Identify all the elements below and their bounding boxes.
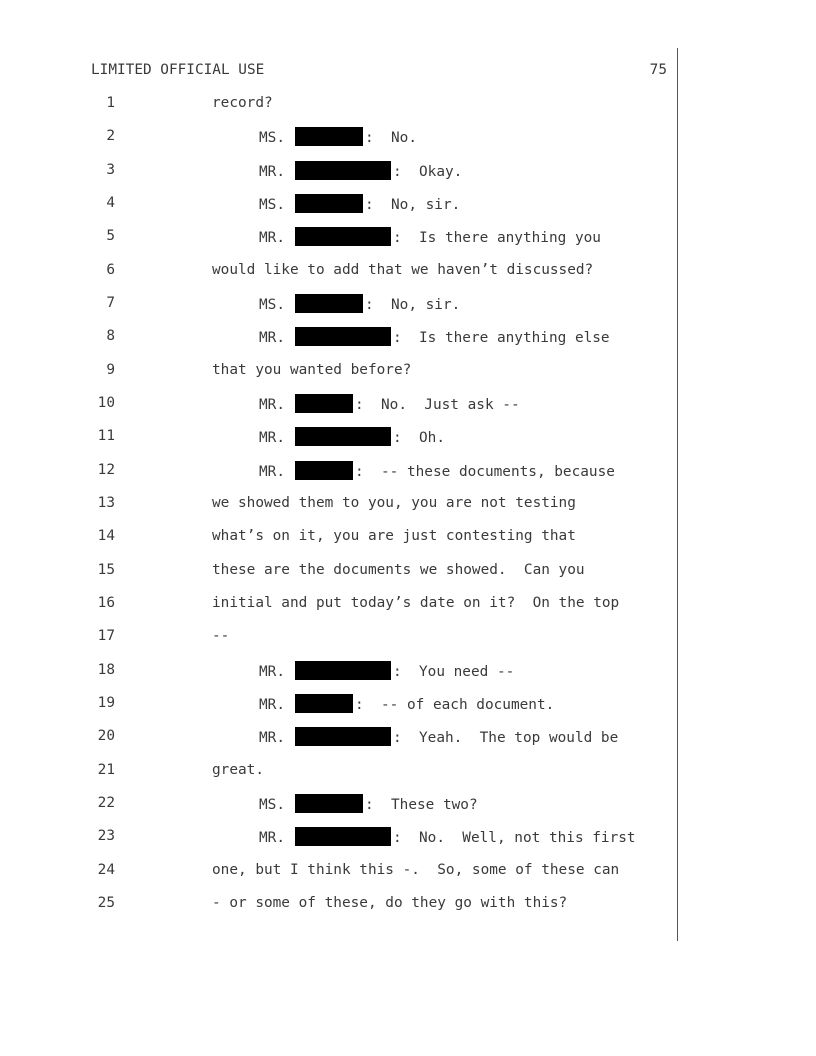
redaction-box (295, 327, 391, 346)
line-number: 17 (97, 628, 115, 645)
redaction-box (295, 727, 391, 746)
spoken-text: : Okay. (393, 163, 463, 180)
speaker-title: MR. (259, 830, 285, 847)
line-number: 18 (97, 661, 115, 678)
spoken-text: : Is there anything else (393, 330, 610, 347)
line-text (259, 694, 554, 714)
transcript-line (0, 661, 676, 679)
speaker-title: MS. (259, 130, 285, 147)
line-number: 2 (106, 128, 115, 145)
classification-header: LIMITED OFFICIAL USE (91, 62, 265, 78)
redaction-box (295, 427, 391, 446)
line-text (259, 661, 514, 681)
line-text (212, 361, 411, 379)
line-text (259, 294, 460, 314)
spoken-text: that you wanted before? (212, 361, 412, 378)
page-number: 75 (649, 62, 667, 78)
spoken-text: : No. Well, not this first (393, 830, 636, 847)
line-number: 4 (106, 195, 115, 212)
line-text (212, 261, 593, 279)
line-text (212, 761, 264, 779)
speaker-title: MR. (259, 163, 285, 180)
speaker-title: MR. (259, 397, 285, 414)
redaction-box (295, 794, 363, 813)
spoken-text: initial and put today’s date on it? On the top (212, 595, 620, 612)
transcript-line (0, 761, 676, 779)
transcript-line (0, 94, 676, 112)
right-margin-rule (677, 48, 678, 941)
transcript-line (0, 361, 676, 379)
speaker-title: MR. (259, 697, 285, 714)
transcript-line (0, 561, 676, 579)
line-number: 25 (97, 895, 115, 912)
speaker-title: MR. (259, 230, 285, 247)
line-text (259, 327, 610, 347)
spoken-text: great. (212, 761, 264, 778)
redaction-box (295, 161, 391, 180)
transcript-line (0, 727, 676, 745)
transcript-line (0, 427, 676, 445)
redaction-box (295, 461, 353, 480)
line-text (212, 94, 273, 112)
spoken-text: we showed them to you, you are not testing (212, 495, 576, 512)
speaker-title: MR. (259, 330, 285, 347)
line-number: 12 (97, 461, 115, 478)
redaction-box (295, 294, 363, 313)
speaker-title: MS. (259, 297, 285, 314)
transcript-line (0, 227, 676, 245)
line-number: 7 (106, 295, 115, 312)
line-text (259, 394, 520, 414)
line-text (259, 461, 615, 481)
line-text (212, 494, 576, 512)
transcript-line (0, 127, 676, 145)
spoken-text: would like to add that we haven’t discussed? (212, 261, 594, 278)
line-number: 15 (97, 561, 115, 578)
line-number: 23 (97, 828, 115, 845)
transcript-line (0, 527, 676, 545)
transcript-line (0, 627, 676, 645)
redaction-box (295, 194, 363, 213)
transcript-line (0, 827, 676, 845)
line-number: 9 (106, 361, 115, 378)
line-number: 3 (106, 161, 115, 178)
transcript-line (0, 494, 676, 512)
spoken-text: : You need -- (393, 663, 515, 680)
redaction-box (295, 127, 363, 146)
transcript-line (0, 194, 676, 212)
spoken-text: : No. Just ask -- (355, 397, 520, 414)
spoken-text: these are the documents we showed. Can you (212, 561, 585, 578)
line-text (259, 194, 460, 214)
line-number: 24 (97, 861, 115, 878)
speaker-title: MS. (259, 797, 285, 814)
spoken-text: -- (212, 628, 230, 645)
speaker-title: MR. (259, 463, 285, 480)
line-number: 8 (106, 328, 115, 345)
line-number: 6 (106, 261, 115, 278)
redaction-box (295, 694, 353, 713)
line-text (259, 727, 618, 747)
redaction-box (295, 227, 391, 246)
spoken-text: : -- of each document. (355, 697, 555, 714)
spoken-text: : Yeah. The top would be (393, 730, 619, 747)
speaker-title: MR. (259, 730, 285, 747)
redaction-box (295, 827, 391, 846)
line-text (212, 594, 619, 612)
spoken-text: : No, sir. (365, 197, 461, 214)
speaker-title: MS. (259, 197, 285, 214)
speaker-title: MR. (259, 430, 285, 447)
line-text (259, 427, 445, 447)
transcript-line (0, 327, 676, 345)
transcript-line (0, 894, 676, 912)
line-text (212, 627, 229, 645)
line-number: 19 (97, 695, 115, 712)
spoken-text: what’s on it, you are just contesting that (212, 528, 576, 545)
transcript-line (0, 161, 676, 179)
redaction-box (295, 661, 391, 680)
line-number: 16 (97, 595, 115, 612)
line-text (259, 827, 636, 847)
line-number: 11 (97, 428, 115, 445)
line-text (212, 527, 576, 545)
line-text (212, 861, 619, 879)
transcript-line (0, 694, 676, 712)
transcript-line (0, 261, 676, 279)
spoken-text: - or some of these, do they go with this? (212, 895, 568, 912)
line-text (259, 794, 478, 814)
transcript-line (0, 594, 676, 612)
line-number: 5 (106, 228, 115, 245)
line-number: 21 (97, 761, 115, 778)
line-text (212, 561, 585, 579)
line-number: 20 (97, 728, 115, 745)
transcript-line (0, 294, 676, 312)
transcript-line (0, 394, 676, 412)
spoken-text: one, but I think this -. So, some of these can (212, 861, 620, 878)
line-number: 22 (97, 795, 115, 812)
spoken-text: : No. (365, 130, 417, 147)
line-text (259, 127, 417, 147)
speaker-title: MR. (259, 663, 285, 680)
redaction-box (295, 394, 353, 413)
transcript-line (0, 861, 676, 879)
line-number: 14 (97, 528, 115, 545)
transcript-line (0, 794, 676, 812)
line-number: 10 (97, 395, 115, 412)
line-text (259, 161, 462, 181)
transcript-line (0, 461, 676, 479)
spoken-text: : -- these documents, because (355, 463, 615, 480)
line-text (259, 227, 601, 247)
line-number: 1 (106, 95, 115, 111)
spoken-text: : No, sir. (365, 297, 461, 314)
spoken-text: record? (212, 95, 273, 111)
line-text (212, 894, 567, 912)
line-number: 13 (97, 495, 115, 512)
spoken-text: : Oh. (393, 430, 445, 447)
spoken-text: : Is there anything you (393, 230, 601, 247)
spoken-text: : These two? (365, 797, 478, 814)
